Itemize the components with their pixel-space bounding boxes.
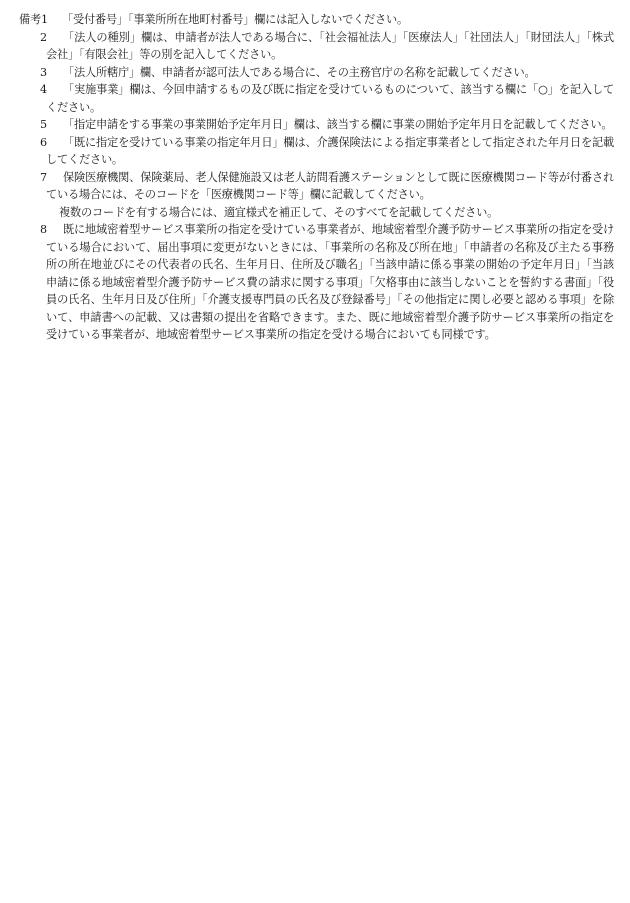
note-number: 1: [40, 13, 48, 26]
note-number: 4: [40, 83, 47, 96]
note-item-1: [0, 11, 630, 29]
note-text: 「法人の種別」欄は、申請者が法人である場合に、「社会福祉法人」「医療法人」「社団法人」「財団法人」「株式会社」「有限会社」等の別を記入してください。: [46, 30, 614, 61]
note-text: 「実施事業」欄は、今回申請するもの及び既に指定を受けているものについて、該当する欄に「○」を記入してください。: [46, 83, 614, 114]
note-text: 複数のコードを有する場合には、適宜様式を補正して、そのすべてを記載してください。: [59, 205, 499, 219]
note-text: 保険医療機関、保険薬局、老人保健施設又は老人訪問看護ステーションとして既に医療機関コード等が付番されている場合には、そのコードを「医療機関コード等」欄に記載してください。: [46, 170, 614, 201]
note-item-7-supplement: [0, 204, 630, 222]
note-number: 8: [40, 223, 47, 236]
note-text: 既に地域密着型サービス事業所の指定を受けている事業者が、地域密着型介護予防サービス事業所の指定を受けている場合において、届出事項に変更がないときには、「事業所の名称及び所在地」「申請者の名称及び主たる事務所の所在地並びにその代表者の氏名、生年月日、住所及び職名」「当該申請に係る事業の開始の予定年月日」「当該申請に係る地域密着型介護予防サービス費の請求に関する事項」「欠格事由に該当しないことを誓約する書面」「役員の氏名、生年月日及び住所」「介護支援専門員の氏名及び登録番号」「その他指定に関し必要と認める事項」を除いて、申請書への記載、又は書類の提出を省略できます。また、既に地域密着型介護予防サービス事業所の指定を受けている事業者が、地域密着型サービス事業所の指定を受ける場合においても同様です。: [46, 223, 614, 341]
note-item-6: [0, 134, 630, 169]
note-item-8: [0, 221, 630, 344]
note-item-7: [0, 169, 630, 204]
note-text: 「法人所轄庁」欄、申請者が認可法人である場合に、その主務官庁の名称を記載してください。: [63, 65, 536, 79]
note-heading-and-number: [19, 11, 48, 29]
note-item-3: [0, 64, 630, 82]
note-text: 「受付番号」「事業所所在地町村番号」欄には記入しないでください。: [62, 13, 409, 26]
note-item-5: [0, 116, 630, 134]
note-number: 7: [40, 170, 47, 184]
note-text: 「既に指定を受けている事業の指定年月日」欄は、介護保険法による指定事業者として指定された年月日を記載してください。: [46, 135, 614, 166]
note-number: 3: [40, 65, 47, 79]
note-item-2: [0, 29, 630, 64]
remarks-heading: 備考: [19, 13, 41, 26]
note-text: 「指定申請をする事業の事業開始予定年月日」欄は、該当する欄に事業の開始予定年月日を記載してください。: [63, 118, 613, 131]
note-number: 6: [40, 135, 47, 149]
note-number: 5: [40, 118, 47, 131]
note-number: 2: [40, 30, 47, 44]
remarks-section: [0, 11, 630, 344]
note-item-4: [0, 81, 630, 116]
